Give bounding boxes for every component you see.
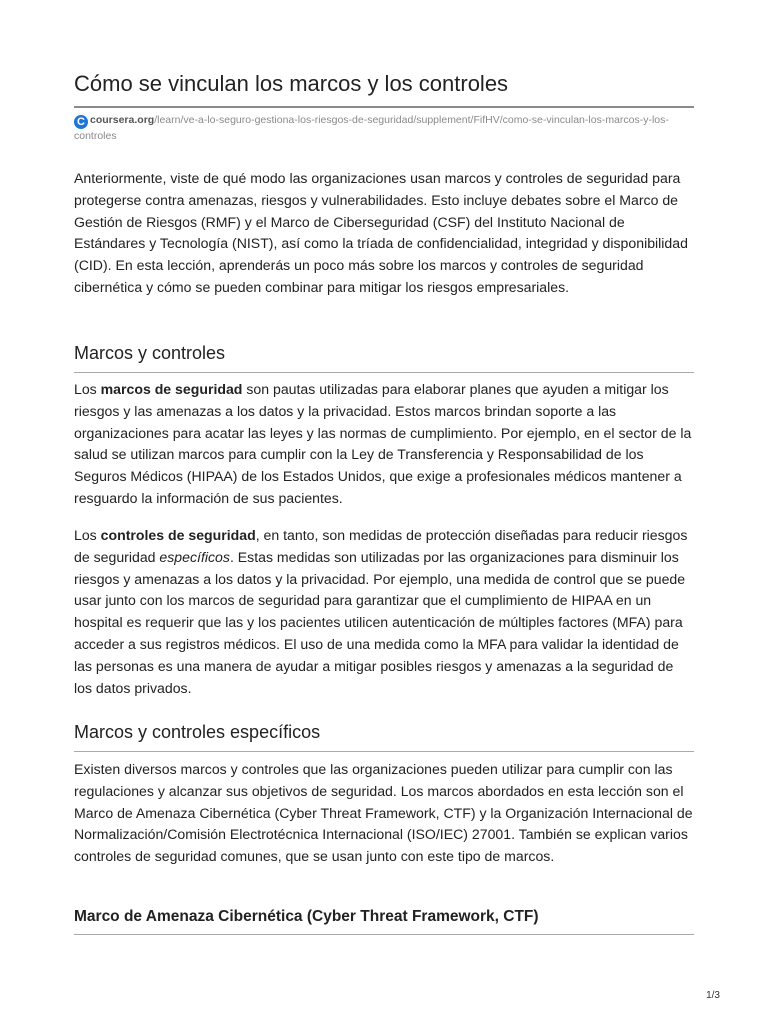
source-url[interactable] xyxy=(74,113,694,144)
paragraph-marcos-de-seguridad: Los marcos de seguridad son pautas utilizadas para elaborar planes que ayuden a mitigar los riesgos y las amenazas a los datos y la privacidad. Estos marcos brindan soporte a las organizaciones para acatar las leyes y las normas de cumplimiento. Por ejemplo, en el sector de la salud se utilizan marcos para cumplir con la Ley de Transferencia y Responsabilidad de los Seguros Médicos (HIPAA) de los Estados Unidos, que exige a profesionales médicos mantener a resguardo la información de sus pacientes. xyxy=(74,381,692,506)
intro-paragraph: Anteriormente, viste de qué modo las organizaciones usan marcos y controles de seguridad para protegerse contra amenazas, riesgos y vulnerabilidades. Esto incluye debates sobre el Marco de Gestión de Riesgos (RMF) y el Marco de Ciberseguridad (CSF) del Instituto Nacional de Estándares y Tecnología (NIST), así como la tríada de confidencialidad, integridad y disponibilidad (CID). En esta lección, aprenderás un poco más sobre los marcos y controles de seguridad cibernética y cómo se pueden combinar para mitigar los riesgos empresariales. xyxy=(74,170,688,295)
source-domain[interactable]: coursera.org xyxy=(90,114,155,126)
title-divider xyxy=(74,106,694,108)
paragraph-marcos-especificos: Existen diversos marcos y controles que las organizaciones pueden utilizar para cumplir con las regulaciones y alcanzar sus objetivos de seguridad. Los marcos abordados en esta lección son el Marco de Amenaza Cibernética (Cyber Threat Framework, CTF) y la Organización Internacional de Normalización/Comisión Electrotécnica Internacional (ISO/IEC) 27001. También se explican varios controles de seguridad comunes, que se usan junto con este tipo de marcos. xyxy=(74,761,693,865)
paragraph-controles-de-seguridad: Los controles de seguridad, en tanto, son medidas de protección diseñadas para reducir riesgos de seguridad específicos. Estas medidas son utilizadas por las organizaciones para disminuir los riesgos y amenazas a los datos y la privacidad. Por ejemplo, una medida de control que se puede usar junto con los marcos de seguridad para garantizar que el cumplimiento de HIPAA en un hospital es requerir que las y los pacientes utilicen autenticación de múltiples factores (MFA) para acceder a sus registros médicos. El uso de una medida como la MFA para validar la identidad de las personas es una manera de ayudar a mitigar posibles riesgos y amenazas a la seguridad de los datos privados. xyxy=(74,527,688,696)
coursera-logo-icon: C xyxy=(74,115,88,129)
source-path-link[interactable]: /learn/ve-a-lo-seguro-gestiona-los-riesgos-de-seguridad/supplement/FifHV/como-se-vinculan-los-marcos-y-los-controles xyxy=(74,114,669,142)
section-heading-marcos-y-controles: Marcos y controles xyxy=(74,343,226,363)
section-divider xyxy=(74,372,694,373)
page-number: 1/3 xyxy=(706,990,720,1001)
section-divider xyxy=(74,751,694,752)
subsection-divider xyxy=(74,934,694,935)
section-heading-marcos-especificos: Marcos y controles específicos xyxy=(74,722,321,742)
page-title: Cómo se vinculan los marcos y los controles xyxy=(74,71,509,96)
emphasis-especificos: específicos xyxy=(159,548,230,565)
term-controles-de-seguridad: controles de seguridad xyxy=(100,527,256,543)
subheading-ctf: Marco de Amenaza Cibernética (Cyber Threat Framework, CTF) xyxy=(74,908,539,925)
term-marcos-de-seguridad: marcos de seguridad xyxy=(100,381,243,397)
